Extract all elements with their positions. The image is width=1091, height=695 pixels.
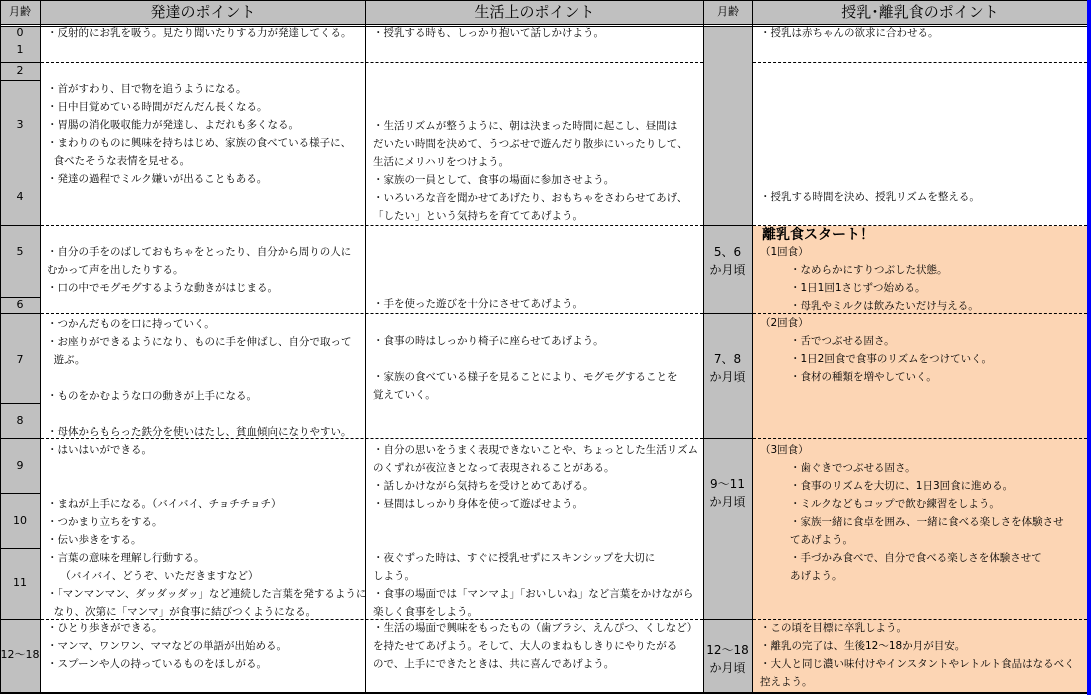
age2-line — [703, 619, 752, 620]
life-9-11 — [373, 441, 698, 621]
age-line — [0, 225, 40, 226]
text-line — [47, 459, 366, 477]
text-line: ・食材の種類を増やしていく。 — [790, 371, 937, 383]
bottom-border — [0, 692, 1087, 694]
age-1: 1 — [16, 43, 24, 56]
text-line: ・つかんだものを口に持っていく。 — [47, 318, 215, 330]
header-age: 月齢 — [0, 0, 40, 24]
development-5-6 — [47, 243, 351, 297]
development-2-4 — [47, 80, 351, 188]
text-line: を持たせてあげよう。そして、大人のまねもしきりにやりたがる — [373, 640, 678, 652]
text-line: ・言葉の意味を理解し行動する。 — [47, 552, 205, 564]
text-line: ・なめらかにすりつぶした状態。 — [790, 264, 948, 276]
row-separator — [41, 62, 703, 63]
text-line: ・家族一緒に食卓を囲み、一緒に食べる楽しさを体験させ — [790, 516, 1064, 528]
age-8: 8 — [16, 414, 24, 427]
text-line: ・まわりのものに興味を持ちはじめ、家族の食べている様子に、 — [47, 137, 352, 149]
age-line — [0, 80, 40, 81]
text-line: ・この頃を目標に卒乳しよう。 — [760, 622, 907, 634]
text-line: ・家族の食べている様子を見ることにより、モグモグすることを — [373, 371, 678, 383]
text-line: ・大人と同じ濃い味付けやインスタントやレトルト食品はなるべく — [760, 658, 1075, 670]
text-line: ・口の中でモグモグするような動きがはじまる。 — [47, 282, 278, 294]
text-line: ・昼間はしっかり身体を使って遊ばせよう。 — [373, 498, 583, 510]
row-separator — [753, 438, 1087, 439]
text-line: ・ものをかむような口の動きが上手になる。 — [47, 390, 257, 402]
text-line: 「したい」という気持ちを育ててあげよう。 — [373, 210, 583, 222]
feeding-rhythm-note: ・授乳する時間を決め、授乳リズムを整える。 — [760, 191, 980, 203]
text-line: ・ミルクなどもコップで飲む練習をしよう。 — [790, 498, 1000, 510]
header-life: 生活上のポイント — [366, 0, 703, 24]
text-line: ・食事の時はしっかり椅子に座らせてあげよう。 — [373, 335, 604, 347]
header-feeding: 授乳･離乳食のポイント — [753, 0, 1087, 24]
age-4: 4 — [16, 190, 24, 203]
text-line: ・いろいろな音を聞かせてあげたり、おもちゃをさわらせてあげ、 — [373, 192, 688, 204]
feeding-age-line2: か月頃 — [709, 263, 746, 277]
text-line: ・マンマ、ワンワン、ママなどの単語が出始める。 — [47, 640, 288, 652]
stage2-list — [760, 332, 992, 386]
feeding-age-7-8 — [703, 350, 752, 386]
age-11: 11 — [13, 576, 27, 589]
text-line: ・「マンマンマン、ダッダッダッ」など連続した言葉を発するように — [47, 588, 367, 600]
text-line: ・はいはいができる。 — [47, 444, 152, 456]
stage1-list — [760, 261, 979, 315]
text-line: ・胃腸の消化吸収能力が発達し、よだれも多くなる。 — [47, 119, 299, 131]
text-line: ・母乳やミルクは飲みたいだけ与える。 — [790, 300, 979, 312]
age-line — [0, 493, 40, 494]
text-line: ・話しかけながら気持ちを受けとめてあげる。 — [373, 480, 594, 492]
development-12-18 — [47, 619, 287, 673]
stage3-list — [760, 459, 1064, 585]
age-5: 5 — [16, 245, 24, 258]
text-line: ・伝い歩きをする。 — [47, 534, 142, 546]
text-line: 楽しく食事をしよう。 — [373, 606, 478, 618]
feeding-age-5-6 — [703, 243, 752, 279]
text-line: ・ひとり歩きができる。 — [47, 622, 163, 634]
text-line: ・首がすわり、目で物を追うようになる。 — [47, 83, 247, 95]
life-7-8 — [373, 332, 678, 404]
text-line: ・手づかみ食べで、自分で食べる楽しさを体験させて — [790, 552, 1042, 564]
col-line — [752, 0, 753, 694]
weaning-start-title: 離乳食スタート！ — [762, 227, 874, 243]
text-line: ・授乳する時も、しっかり抱いて話しかけよう。 — [373, 27, 604, 39]
text-line: ・生活リズムが整うように、朝は決まった時間に起こし、昼間は — [373, 120, 678, 132]
text-line: のくずれが夜泣きとなって表現されることがある。 — [373, 462, 615, 474]
right-edge — [1087, 0, 1091, 695]
row-separator — [753, 62, 1087, 63]
text-line — [373, 531, 698, 549]
text-line: ・歯ぐきでつぶせる固さ。 — [790, 462, 916, 474]
feeding-age-line1: 9〜11 — [710, 477, 745, 491]
feeding-age-line1: 7、8 — [713, 352, 742, 366]
text-line: 食べたそうな表情を見せる。 — [47, 155, 191, 167]
text-line: ・食事の場面では「マンマよ」「おいしいね」など言葉をかけながら — [373, 588, 694, 600]
life-0-1 — [373, 24, 604, 42]
text-line: ・自分の手をのばしておもちゃをとったり、自分から周りの人に — [47, 246, 352, 258]
text-line — [373, 350, 678, 368]
row-separator — [41, 313, 703, 314]
feeding-note: ・授乳は赤ちゃんの欲求に合わせる。 — [760, 27, 939, 39]
text-line: ので、上手にできたときは、共に喜んであげよう。 — [373, 658, 615, 670]
text-line: ・舌でつぶせる固さ。 — [790, 335, 895, 347]
text-line: （バイバイ、どうぞ、いただきますなど） — [47, 570, 259, 582]
col-line — [40, 0, 41, 694]
text-line: むかって声を出したりする。 — [47, 264, 184, 276]
life-5-6 — [373, 295, 583, 313]
text-line: ・母体からもらった鉄分を使いはたし、貧血傾向になりやすい。 — [47, 426, 352, 438]
age-12-18: 12〜18 — [0, 648, 40, 661]
feeding-age-line1: 5、6 — [713, 245, 742, 259]
text-line: ・お座りができるようになり、ものに手を伸ばし、自分で取って — [47, 336, 352, 348]
stage1-label: （1回食） — [760, 246, 809, 258]
text-line: だいたい時間を決めて、うつぶせで遊んだり散歩にいったりして、 — [373, 138, 688, 150]
age-line — [0, 619, 40, 620]
text-line: ・発達の過程でミルク嫌いが出ることもある。 — [47, 173, 268, 185]
text-line: 覚えていく。 — [373, 389, 436, 401]
text-line: ・家族の一員として、食事の場面に参加させよう。 — [373, 174, 615, 186]
text-line: ・つかまり立ちをする。 — [47, 516, 163, 528]
stage2-label: （2回食） — [760, 317, 809, 329]
row-separator — [41, 225, 703, 226]
text-line: ・1日1回1さじずつ始める。 — [790, 282, 926, 294]
text-line: ・自分の思いをうまく表現できないことや、ちょっとした生活リズム — [373, 444, 699, 456]
header-development: 発達のポイント — [41, 0, 365, 24]
feeding-age-line2: か月頃 — [709, 495, 746, 509]
age-line — [0, 548, 40, 549]
age-line — [0, 438, 40, 439]
age-2: 2 — [16, 64, 24, 77]
text-line: ・日中目覚めている時間がだんだん長くなる。 — [47, 101, 268, 113]
col-line — [703, 0, 704, 694]
text-line: ・反射的にお乳を吸う。見たり聞いたりする力が発達してくる。 — [47, 27, 352, 39]
text-line: ・生活の場面で興味をもったもの（歯ブラシ、えんぴつ、くしなど） — [373, 622, 698, 634]
feeding-age-line1: 12〜18 — [706, 643, 749, 657]
header-age2: 月齢 — [704, 0, 752, 24]
text-line — [47, 369, 352, 387]
age-line — [0, 403, 40, 404]
development-7-8 — [47, 315, 352, 441]
text-line: 生活にメリハリをつけよう。 — [373, 156, 510, 168]
age-9: 9 — [16, 459, 24, 472]
feeding-age-12-18 — [703, 641, 752, 677]
text-line — [47, 405, 352, 423]
text-line: 控えよう。 — [760, 676, 813, 688]
age-7: 7 — [16, 353, 24, 366]
feeding-age-line2: か月頃 — [709, 370, 746, 384]
text-line: 遊ぶ。 — [47, 354, 86, 366]
feeding-age-line2: か月頃 — [709, 661, 746, 675]
age2-line — [703, 438, 752, 439]
text-line — [47, 477, 366, 495]
text-line: ・手を使った遊びを十分にさせてあげよう。 — [373, 298, 583, 310]
stage3-label: （3回食） — [760, 444, 809, 456]
life-12-18 — [373, 619, 697, 673]
development-9-11 — [47, 441, 366, 621]
age2-line — [703, 313, 752, 314]
text-line: ・食事のリズムを大切に、1日3回食に進める。 — [790, 480, 1014, 492]
age-0: 0 — [16, 26, 24, 39]
final-stage-list — [760, 619, 1075, 691]
life-2-4 — [373, 117, 688, 225]
development-0-1 — [47, 24, 352, 42]
age-10: 10 — [13, 514, 27, 527]
text-line: ・スプーンや人の持っているものをほしがる。 — [47, 658, 267, 670]
text-line: しよう。 — [373, 570, 415, 582]
age2-line — [703, 225, 752, 226]
text-line: ・離乳の完了は、生後12〜18か月が目安。 — [760, 640, 966, 652]
top-border — [0, 0, 1087, 1]
age-3: 3 — [16, 118, 24, 131]
age-6: 6 — [16, 298, 24, 311]
text-line: てあげよう。 — [790, 534, 853, 546]
text-line: なり、次第に「マンマ」が食事に結びつくようになる。 — [47, 606, 317, 618]
text-line: ・まねが上手になる。（バイバイ、チョチチョチ） — [47, 498, 282, 510]
feeding-age-9-11 — [703, 475, 752, 511]
text-line: あげよう。 — [790, 570, 843, 582]
text-line: ・夜ぐずった時は、すぐに授乳せずにスキンシップを大切に — [373, 552, 656, 564]
text-line — [373, 513, 698, 531]
text-line: ・1日2回食で食事のリズムをつけていく。 — [790, 353, 992, 365]
